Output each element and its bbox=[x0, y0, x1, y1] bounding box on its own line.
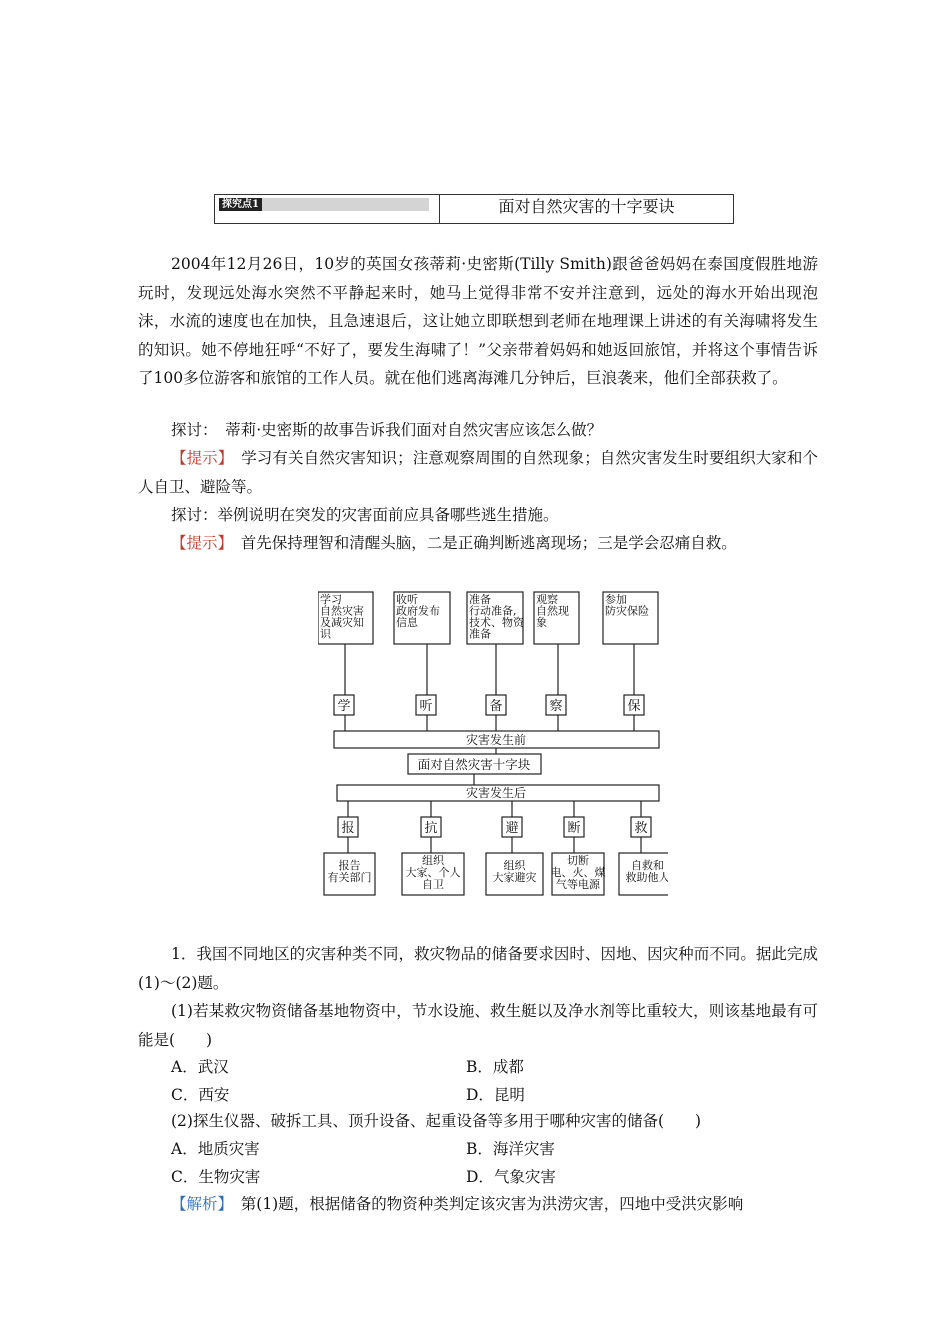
question-1-sub2: (2)探生仪器、破拆工具、顶升设备、起重设备等多用于哪种灾害的储备( ) bbox=[171, 1112, 702, 1130]
top-box-text: 观察 bbox=[536, 593, 558, 606]
bottom-box-text: 电、火、煤 bbox=[550, 866, 606, 879]
top-box-text: 政府发布 bbox=[396, 604, 440, 618]
discussion-question-2: 探讨：举例说明在突发的灾害面前应具备哪些逃生措施。 bbox=[171, 506, 559, 524]
top-box-text: 自然现 bbox=[536, 604, 569, 618]
option-a[interactable]: A．武汉 bbox=[171, 1058, 229, 1076]
section-tag bbox=[219, 198, 429, 211]
hint-1 bbox=[138, 444, 818, 501]
bottom-box-text: 救助他人 bbox=[625, 871, 668, 884]
section-header bbox=[214, 194, 734, 224]
top-box-text: 信息 bbox=[396, 616, 418, 629]
hint-text: 首先保持理智和清醒头脑，二是正确判断逃离现场；三是学会忍痛自救。 bbox=[225, 534, 737, 552]
key-char: 保 bbox=[627, 699, 641, 714]
key-char: 救 bbox=[634, 821, 648, 836]
section-tag-label: 探究点1 bbox=[219, 198, 262, 211]
option-b[interactable]: B．海洋灾害 bbox=[466, 1140, 555, 1158]
discussion-question-1: 探讨： 蒂莉·史密斯的故事告诉我们面对自然灾害应该怎么做？ bbox=[171, 421, 603, 439]
option-d[interactable]: D．气象灾害 bbox=[466, 1168, 556, 1186]
key-char: 学 bbox=[337, 699, 351, 714]
top-box-text: 防灾保险 bbox=[605, 604, 649, 618]
key-char: 抗 bbox=[424, 821, 438, 836]
story-paragraph: 2004年12月26日，10岁的英国女孩蒂莉·史密斯(Tilly Smith)跟爸爸妈妈在泰国度假胜地游玩时，发现远处海水突然不平静起来时，她马上觉得非常不安并注意到，远处的海水开始出现泡沫，水流的速度也在加快，且急速退后，这让她立即联想到老师在地理课上讲述的有关海啸将发生的知识。她不停地狂呼“不好了，要发生海啸了！”父亲带着妈妈和她返回旅馆，并将这个事情告诉了100多位游客和旅馆的工作人员。就在他们逃离海滩几分钟后，巨浪袭来，他们全部获救了。 bbox=[138, 255, 818, 388]
bottom-box-text: 报告 bbox=[338, 859, 361, 872]
top-box-text: 准备 bbox=[469, 593, 491, 606]
top-box-text: 行动准备, bbox=[469, 604, 517, 618]
bottom-box-text: 切断 bbox=[567, 854, 589, 867]
bottom-box-text: 组织 bbox=[422, 854, 444, 867]
key-char: 避 bbox=[505, 821, 519, 836]
hint-label: 【提示】 bbox=[171, 534, 226, 552]
disaster-diagram-svg bbox=[318, 585, 668, 905]
bottom-box-text: 大家、个人 bbox=[405, 866, 461, 879]
key-char: 察 bbox=[549, 699, 563, 714]
bottom-box-text: 自卫 bbox=[422, 878, 444, 891]
option-d[interactable]: D．昆明 bbox=[466, 1086, 525, 1104]
option-c[interactable]: C．生物灾害 bbox=[171, 1168, 261, 1186]
hint-label: 【提示】 bbox=[171, 449, 226, 467]
key-char: 报 bbox=[341, 821, 355, 836]
analysis-label: 【解析】 bbox=[171, 1195, 226, 1213]
question-1-stem: 1．我国不同地区的灾害种类不同，救灾物品的储备要求因时、因地、因灾种而不同。据此完成(1)～(2)题。 bbox=[138, 945, 818, 992]
top-box-text: 收听 bbox=[396, 593, 418, 606]
key-char: 断 bbox=[567, 821, 581, 836]
top-box-text: 识 bbox=[320, 627, 331, 641]
hint-2 bbox=[138, 529, 818, 558]
bottom-box-text: 有关部门 bbox=[327, 871, 372, 884]
before-label: 灾害发生前 bbox=[465, 733, 527, 747]
bottom-box-text: 自救和 bbox=[631, 859, 664, 872]
option-a[interactable]: A．地质灾害 bbox=[171, 1140, 260, 1158]
question-1-sub1: (1)若某救灾物资储备基地物资中，节水设施、救生艇以及净水剂等比重较大，则该基地最有可能是( ) bbox=[138, 1002, 818, 1049]
top-box-text: 参加 bbox=[605, 593, 627, 606]
section-title: 面对自然灾害的十字要诀 bbox=[498, 197, 675, 216]
analysis-text: 第(1)题，根据储备的物资种类判定该灾害为洪涝灾害，四地中受洪灾影响 bbox=[225, 1195, 744, 1213]
bottom-box-text: 组织 bbox=[503, 859, 526, 872]
top-box-text: 及减灾知 bbox=[320, 616, 364, 629]
analysis bbox=[138, 1190, 818, 1219]
top-box-text: 技术、物资 bbox=[469, 616, 524, 629]
top-box-text: 象 bbox=[536, 616, 547, 629]
key-char: 备 bbox=[489, 699, 503, 714]
after-label: 灾害发生后 bbox=[465, 786, 527, 800]
disaster-diagram bbox=[318, 585, 668, 905]
option-c[interactable]: C．西安 bbox=[171, 1086, 230, 1104]
center-label: 面对自然灾害十字块 bbox=[417, 757, 531, 772]
bottom-box-text: 大家避灾 bbox=[492, 871, 537, 884]
top-box-text: 学习 bbox=[320, 593, 342, 606]
sub2-options bbox=[171, 1135, 791, 1191]
option-b[interactable]: B．成都 bbox=[466, 1058, 524, 1076]
top-box-text: 准备 bbox=[469, 627, 491, 641]
sub1-options bbox=[171, 1053, 791, 1109]
bottom-box-text: 气等电源 bbox=[556, 878, 600, 891]
key-char: 听 bbox=[419, 699, 433, 714]
top-box-text: 自然灾害 bbox=[320, 604, 364, 618]
hint-text: 学习有关自然灾害知识；注意观察周围的自然现象；自然灾害发生时要组织大家和个人自卫、避险等。 bbox=[138, 449, 818, 496]
section-tag-cell bbox=[215, 195, 440, 223]
